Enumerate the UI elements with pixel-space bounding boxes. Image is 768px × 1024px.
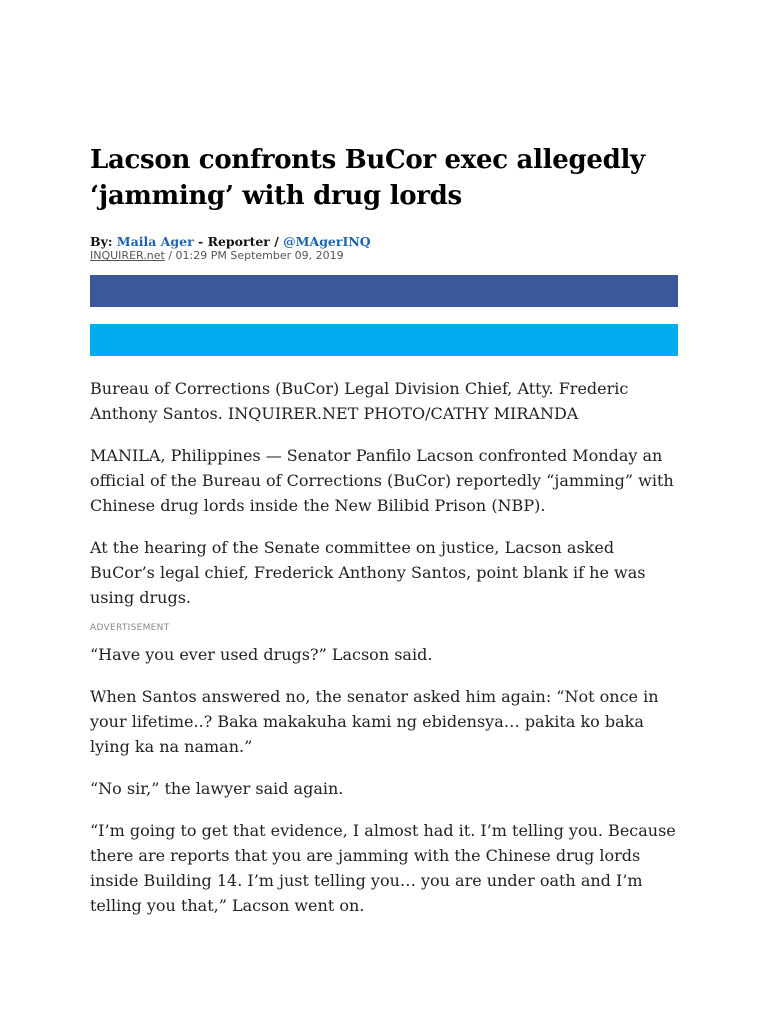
photo-caption: Bureau of Corrections (BuCor) Legal Division Chief, Atty. Frederic Anthony Santos. INQUIRER.NET PHOTO/CATHY MIRANDA: [90, 379, 629, 423]
headline: Lacson confronts BuCor exec allegedly ‘jamming’ with drug lords: [90, 145, 645, 211]
article-meta: [90, 249, 678, 263]
byline: [90, 234, 678, 249]
paragraph: MANILA, Philippines — Senator Panfilo Lacson confronted Monday an official of the Bureau of Corrections (BuCor) reportedly “jamming” with Chinese drug lords inside the New Bilibid Prison (NBP).: [90, 446, 674, 515]
advertisement-label: ADVERTISEMENT: [90, 623, 170, 633]
paragraph: “Have you ever used drugs?” Lacson said.: [90, 645, 433, 664]
paragraph: When Santos answered no, the senator asked him again: “Not once in your lifetime..? Baka makakuha kami ng ebidensya… pakita ko baka lying ka na naman.”: [90, 687, 659, 756]
paragraph: “I’m going to get that evidence, I almost had it. I’m telling you. Because there are reports that you are jamming with the Chinese drug lords inside Building 14. I’m just telling you… you are under oath and I’m telling you that,” Lacson went on.: [90, 821, 676, 915]
byline-prefix: By:: [90, 234, 117, 249]
timestamp: / 01:29 PM September 09, 2019: [164, 249, 344, 262]
author-link[interactable]: Maila Ager: [116, 234, 194, 249]
source-link[interactable]: INQUIRER.net: [90, 249, 165, 262]
article: [90, 142, 678, 918]
paragraph: “No sir,” the lawyer said again.: [90, 779, 344, 798]
twitter-share-button[interactable]: [90, 324, 678, 356]
facebook-share-button[interactable]: [90, 275, 678, 307]
twitter-handle-link[interactable]: @MAgerINQ: [283, 234, 371, 249]
byline-role: - Reporter /: [193, 234, 284, 249]
paragraph: At the hearing of the Senate committee on justice, Lacson asked BuCor’s legal chief, Frederick Anthony Santos, point blank if he was using drugs.: [90, 538, 646, 607]
